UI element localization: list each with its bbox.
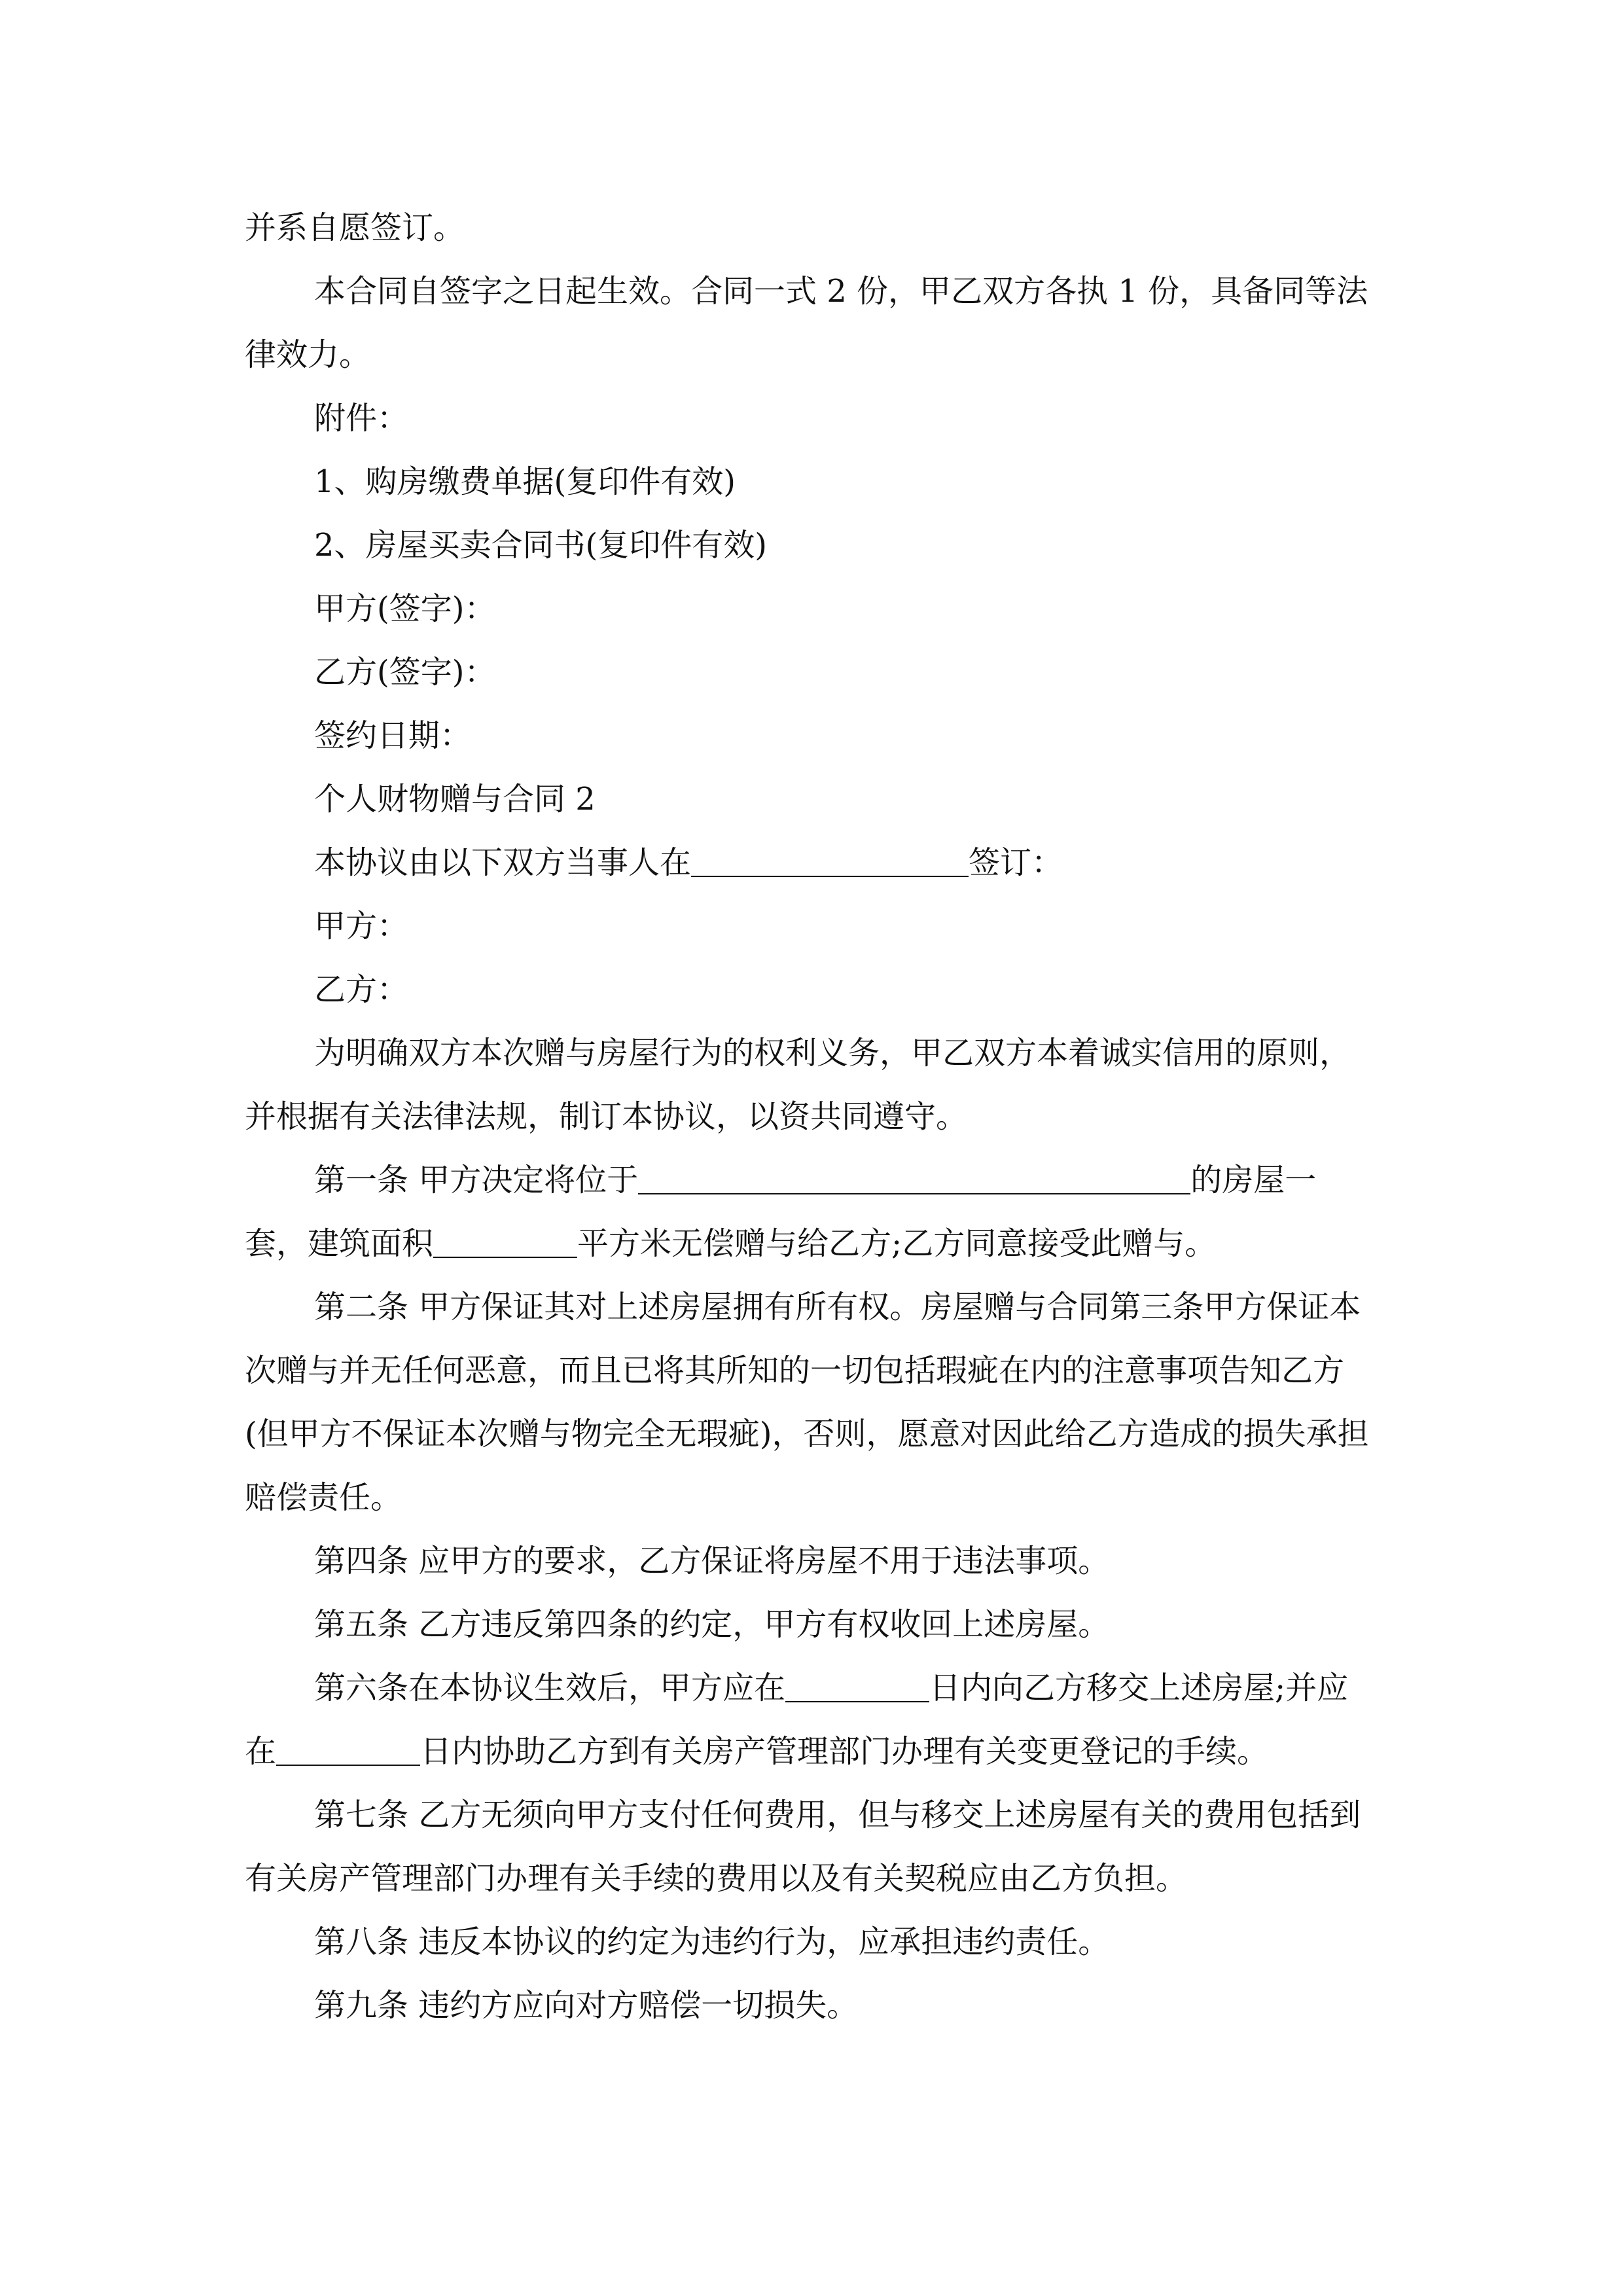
document-body <box>245 196 1377 2037</box>
registration-days-blank <box>276 1733 420 1766</box>
agreement-place-after: 签订： <box>969 844 1063 881</box>
article-1 <box>245 1149 1377 1276</box>
attachments-heading: 附件： <box>314 400 409 437</box>
article-8: 第八条 违反本协议的约定为违约行为，应承担违约责任。 <box>314 1924 1110 1960</box>
contract-title: 个人财物赠与合同 2 <box>314 781 596 817</box>
party-a-signature: 甲方(签字)： <box>314 590 496 627</box>
area-blank <box>433 1225 577 1258</box>
article-6 <box>245 1657 1377 1784</box>
party-b-signature: 乙方(签字)： <box>314 654 496 691</box>
article-1-after: 平方米无偿赠与给乙方;乙方同意接受此赠与。 <box>577 1225 1217 1262</box>
article-9: 第九条 违约方应向对方赔偿一切损失。 <box>314 1987 859 2024</box>
article-4: 第四条 应甲方的要求，乙方保证将房屋不用于违法事项。 <box>314 1543 1110 1579</box>
paragraph-continuation: 并系自愿签订。 <box>245 209 465 246</box>
article-6-before: 第六条在本协议生效后，甲方应在 <box>314 1670 786 1706</box>
article-6-after: 日内协助乙方到有关房产管理部门办理有关变更登记的手续。 <box>420 1733 1269 1770</box>
attachment-item-1: 1、购房缴费单据(复印件有效) <box>314 463 736 500</box>
party-b-line: 乙方： <box>314 971 409 1008</box>
agreement-place-line <box>245 831 1377 895</box>
article-1-middle: 的房屋一套，建筑面积 <box>245 1162 1317 1262</box>
attachment-item-2: 2、房屋买卖合同书(复印件有效) <box>314 527 767 564</box>
signing-date: 签约日期： <box>314 717 472 754</box>
article-7: 第七条 乙方无须向甲方支付任何费用，但与移交上述房屋有关的费用包括到有关房产管理部门办理有关手续的费用以及有关契税应由乙方负担。 <box>245 1797 1361 1897</box>
article-1-before: 第一条 甲方决定将位于 <box>314 1162 639 1198</box>
address-blank <box>638 1162 1190 1194</box>
article-6-middle: 日内向乙方移交上述房屋;并应在 <box>245 1670 1349 1770</box>
purpose-paragraph: 为明确双方本次赠与房屋行为的权利义务，甲乙双方本着诚实信用的原则，并根据有关法律法规，制订本协议，以资共同遵守。 <box>245 1035 1351 1135</box>
place-blank <box>691 844 969 877</box>
article-5: 第五条 乙方违反第四条的约定，甲方有权收回上述房屋。 <box>314 1606 1110 1643</box>
paragraph-effectiveness: 本合同自签字之日起生效。合同一式 2 份，甲乙双方各执 1 份，具备同等法律效力。 <box>245 273 1368 373</box>
handover-days-blank <box>785 1670 929 1702</box>
agreement-place-before: 本协议由以下双方当事人在 <box>314 844 692 881</box>
article-2: 第二条 甲方保证其对上述房屋拥有所有权。房屋赠与合同第三条甲方保证本次赠与并无任何恶意，而且已将其所知的一切包括瑕疵在内的注意事项告知乙方(但甲方不保证本次赠与物完全无瑕疵)，否则，愿意对因此给乙方造成的损失承担赔偿责任。 <box>245 1289 1369 1516</box>
party-a-line: 甲方： <box>314 908 409 944</box>
